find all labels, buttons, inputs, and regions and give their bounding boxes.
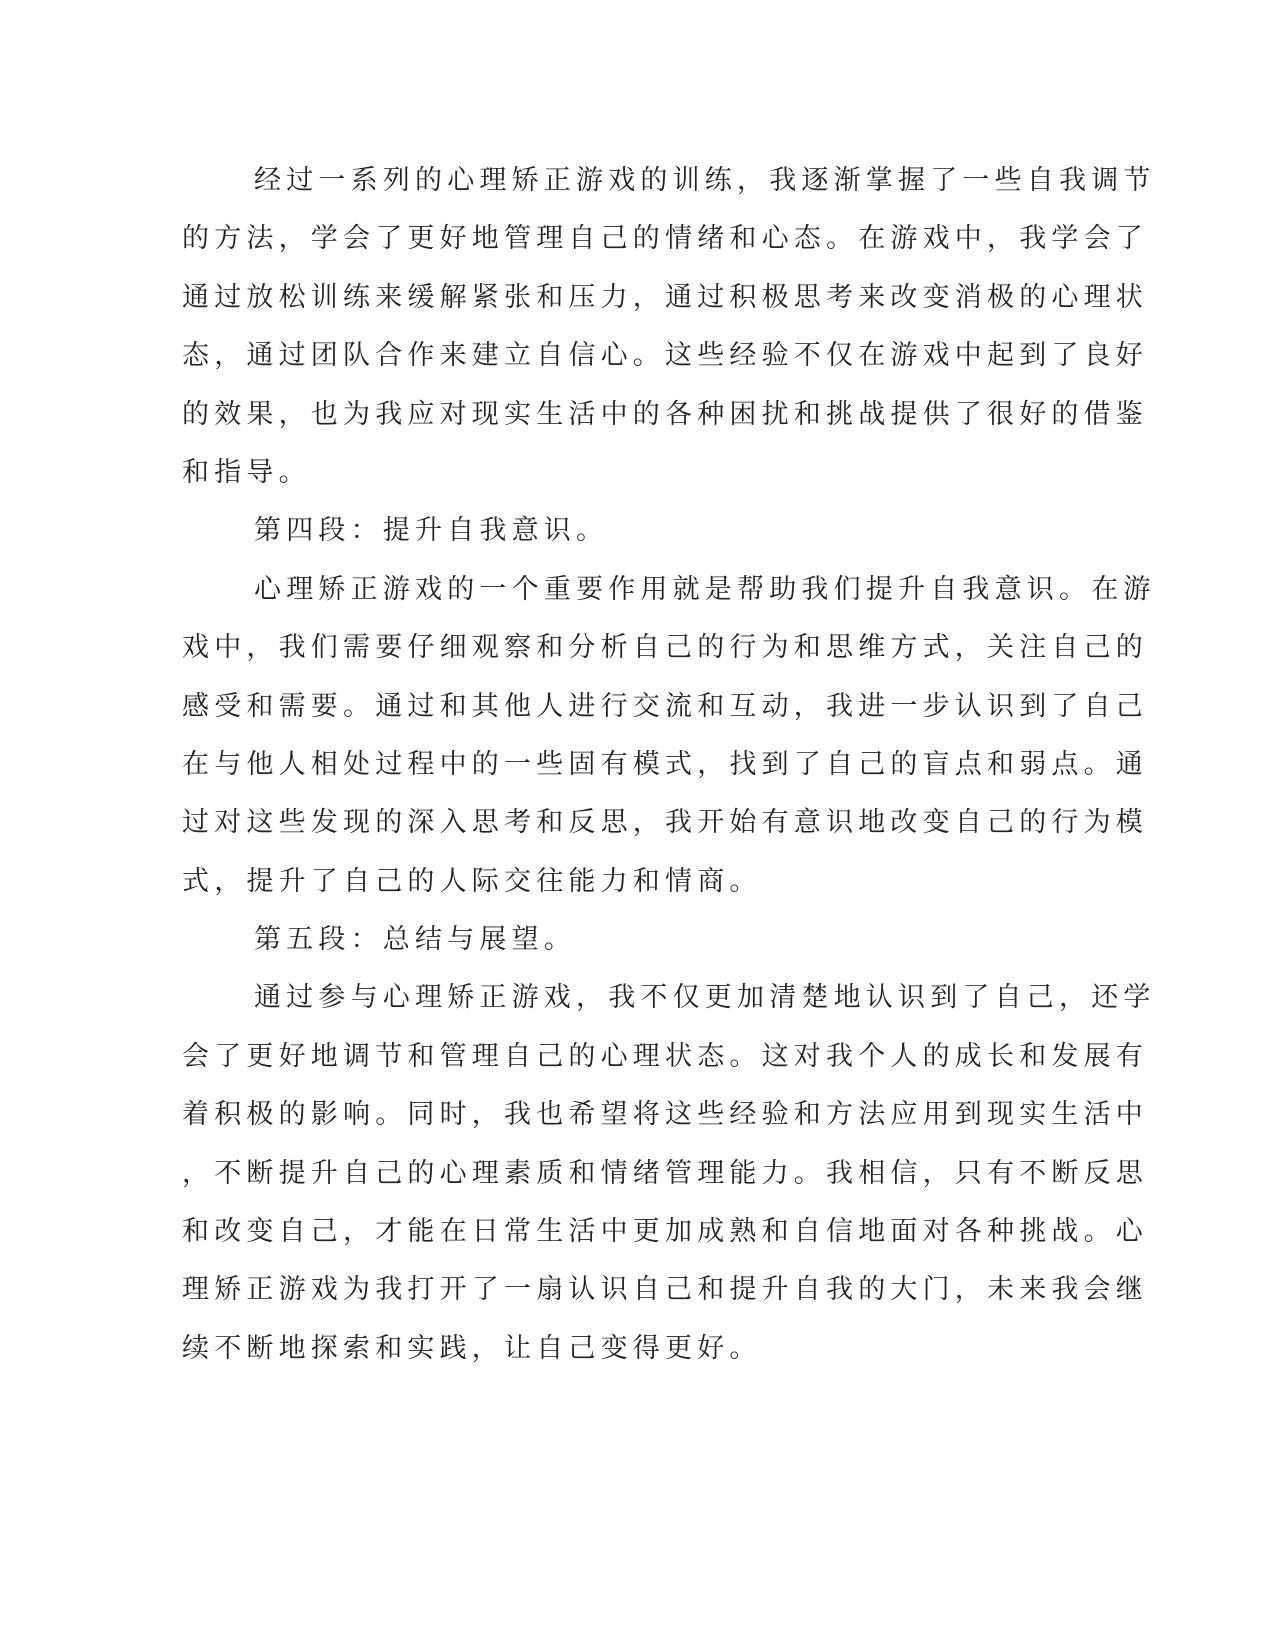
paragraph-self-regulation <box>182 152 1156 502</box>
text-line: 理矫正游戏为我打开了一扇认识自己和提升自我的大门，未来我会继 <box>182 1274 1148 1306</box>
text-line: ，不断提升自己的心理素质和情绪管理能力。我相信，只有不断反思 <box>182 1157 1148 1189</box>
section-heading-four <box>182 502 1032 560</box>
text-line: 式，提升了自己的人际交往能力和情商。 <box>182 865 762 897</box>
text-line: 的效果，也为我应对现实生活中的各种困扰和挑战提供了很好的借鉴 <box>182 398 1148 430</box>
paragraph-summary-outlook <box>182 969 1156 1378</box>
text-line: 经过一系列的心理矫正游戏的训练，我逐渐掌握了一些自我调节 <box>254 165 1156 196</box>
section-heading-five <box>182 911 1032 969</box>
text-line: 在与他人相处过程中的一些固有模式，找到了自己的盲点和弱点。通 <box>182 748 1148 780</box>
section-heading: 第五段：总结与展望。 <box>254 924 576 956</box>
text-line: 的方法，学会了更好地管理自己的情绪和心态。在游戏中，我学会了 <box>182 223 1148 255</box>
text-line: 戏中，我们需要仔细观察和分析自己的行为和思维方式，关注自己的 <box>182 632 1148 664</box>
text-line: 和指导。 <box>182 456 311 488</box>
text-line: 感受和需要。通过和其他人进行交流和互动，我进一步认识到了自己 <box>182 690 1148 722</box>
text-line: 和改变自己，才能在日常生活中更加成熟和自信地面对各种挑战。心 <box>182 1216 1148 1248</box>
section-heading: 第四段：提升自我意识。 <box>254 515 609 547</box>
text-line: 通过放松训练来缓解紧张和压力，通过积极思考来改变消极的心理状 <box>182 281 1148 313</box>
paragraph-self-awareness <box>182 561 1156 911</box>
text-line: 态，通过团队合作来建立自信心。这些经验不仅在游戏中起到了良好 <box>182 340 1148 372</box>
text-line: 心理矫正游戏的一个重要作用就是帮助我们提升自我意识。在游 <box>254 573 1156 605</box>
text-line: 过对这些发现的深入思考和反思，我开始有意识地改变自己的行为模 <box>182 807 1148 839</box>
text-line: 会了更好地调节和管理自己的心理状态。这对我个人的成长和发展有 <box>182 1040 1148 1072</box>
text-line: 续不断地探索和实践，让自己变得更好。 <box>182 1332 762 1364</box>
text-line: 通过参与心理矫正游戏，我不仅更加清楚地认识到了自己，还学 <box>254 982 1156 1014</box>
text-line: 着积极的影响。同时，我也希望将这些经验和方法应用到现实生活中 <box>182 1099 1148 1131</box>
document-body <box>182 152 1156 1378</box>
